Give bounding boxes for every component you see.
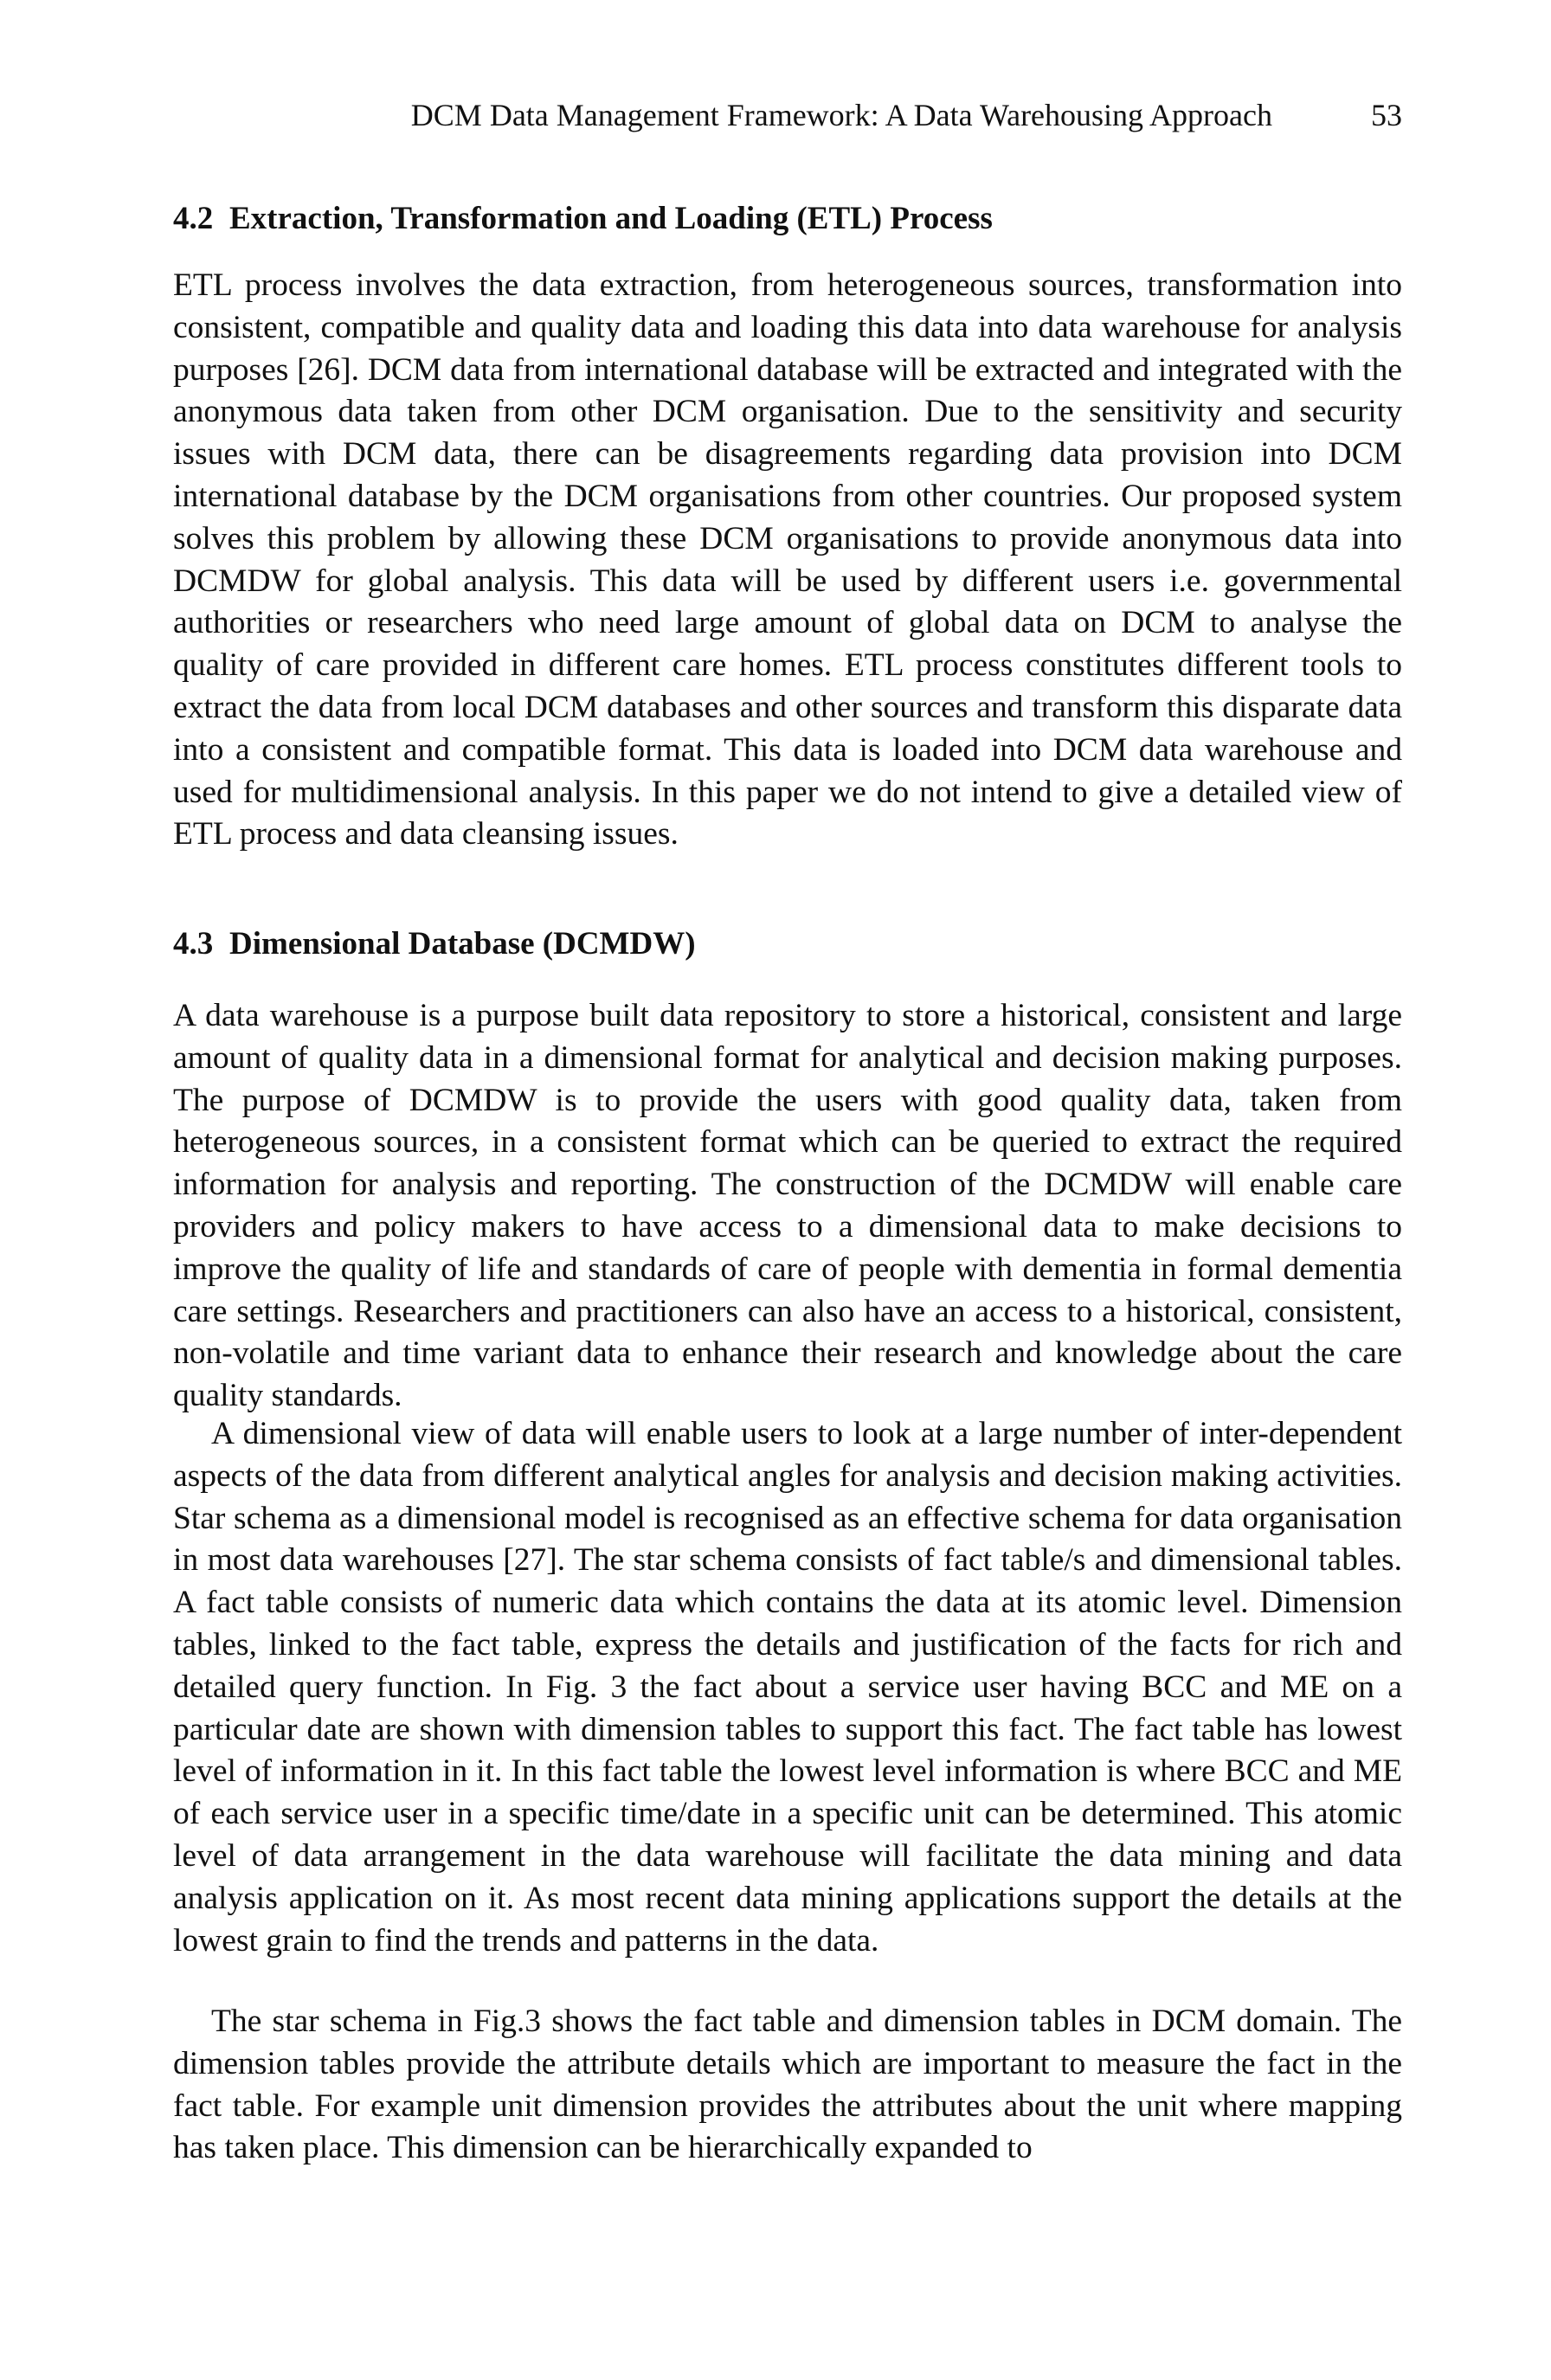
- running-title: DCM Data Management Framework: A Data Warehousing Approach: [410, 98, 1272, 132]
- section-title: Dimensional Database (DCMDW): [229, 926, 696, 962]
- section-number: 4.3: [173, 926, 214, 962]
- page: [173, 0, 1402, 2380]
- section-number: 4.2: [173, 201, 214, 236]
- page-number: 53: [1371, 98, 1402, 132]
- running-header: [173, 93, 1402, 137]
- body-paragraph: ETL process involves the data extraction, from heterogeneous sources, transformation into consistent, compatible and quality data and loading this data into data warehouse for analysis purposes [26]. DCM data from international database will be extracted and integrated with the anonymous data taken from other DCM organisation. Due to the sensitivity and security issues with DCM data, there can be disagreements regarding data provision into DCM international database by the DCM organisations from other countries. Our proposed system solves this problem by allowing these DCM organisations to provide anonymous data into DCMDW for global analysis. This data will be used by different users i.e. governmental authorities or researchers who need large amount of global data on DCM to analyse the quality of care provided in different care homes. ETL process constitutes different tools to extract the data from local DCM databases and other sources and transform this disparate data into a consistent and compatible format. This data is loaded into DCM data warehouse and used for multidimensional analysis. In this paper we do not intend to give a detailed view of ETL process and data cleansing issues.: [173, 267, 1402, 852]
- body-paragraph: A data warehouse is a purpose built data repository to store a historical, consistent and large amount of quality data in a dimensional format for analytical and decision making purposes. The purpose of DCMDW is to provide the users with good quality data, taken from heterogeneous sources, in a consistent format which can be queried to extract the required information for analysis and reporting. The construction of the DCMDW will enable care providers and policy makers to have access to a dimensional data to make decisions to improve the quality of life and standards of care of people with dementia in formal dementia care settings. Researchers and practitioners can also have an access to a historical, consistent, non-volatile and time variant data to enhance their research and knowledge about the care quality standards.: [173, 998, 1402, 1414]
- body-paragraph: The star schema in Fig.3 shows the fact table and dimension tables in DCM domain. The dimension tables provide the attribute details which are important to measure the fact in the fact table. For example unit dimension provides the attributes about the unit where mapping has taken place. This dimension can be hierarchically expanded to: [173, 2004, 1402, 2166]
- section-heading-4-3: [173, 923, 696, 966]
- body-paragraph: A dimensional view of data will enable users to look at a large number of inter-dependent aspects of the data from different analytical angles for analysis and decision making activities. Star schema as a dimensional model is recognised as an effective schema for data organisation in most data warehouses [27]. The star schema consists of fact table/s and dimensional tables. A fact table consists of numeric data which contains the data at its atomic level. Dimension tables, linked to the fact table, express the details and justification of the facts for rich and detailed query function. In Fig. 3 the fact about a service user having BCC and ME on a particular date are shown with dimension tables to support this fact. The fact table has lowest level of information in it. In this fact table the lowest level information is where BCC and ME of each service user in a specific time/date in a specific unit can be determined. This atomic level of data arrangement in the data warehouse will facilitate the data mining and data analysis application on it. As most recent data mining applications support the details at the lowest grain to find the trends and patterns in the data.: [173, 1416, 1402, 1959]
- section-heading-4-2: [173, 197, 993, 241]
- section-title: Extraction, Transformation and Loading (ETL) Process: [229, 201, 993, 236]
